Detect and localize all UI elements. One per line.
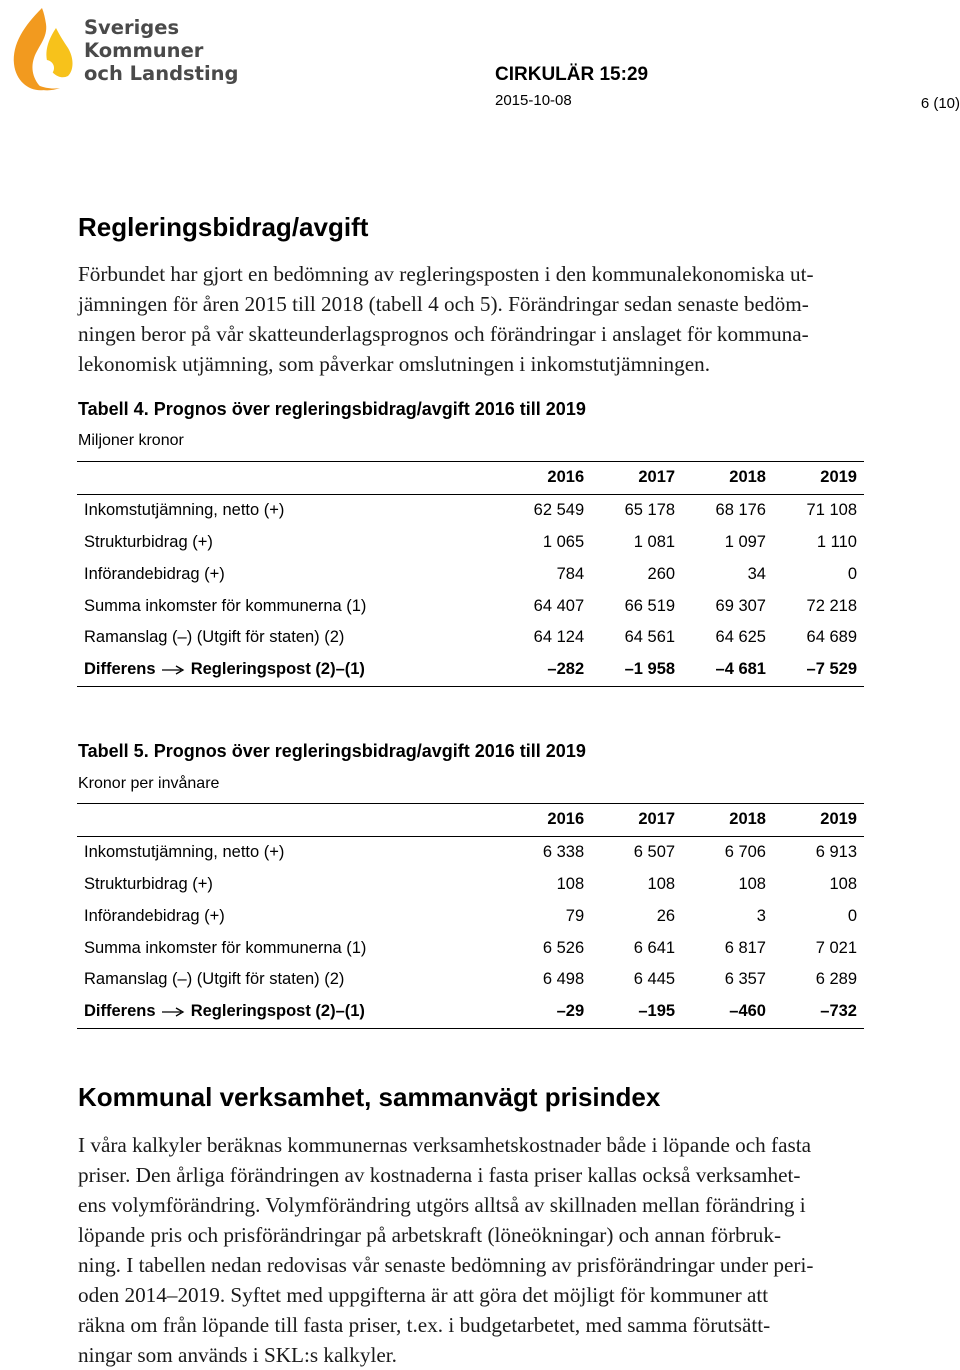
row-label: Ramanslag (–) (Utgift för staten) (2)	[84, 628, 345, 647]
cell-value: 66 519	[624, 596, 676, 615]
skl-flame-icon	[4, 4, 82, 96]
year-header: 2018	[675, 804, 766, 837]
circular-number: CIRKULÄR 15:29	[495, 64, 649, 85]
section-heading-regleringsbidrag: Regleringsbidrag/avgift	[78, 212, 369, 242]
cell-value: 6 357	[724, 970, 766, 989]
logo-line-1: Sveriges	[84, 16, 180, 39]
row-label: Strukturbidrag (+)	[84, 874, 213, 893]
cell-value: 1 110	[816, 532, 857, 551]
row-label: Summa inkomster för kommunerna (1)	[84, 596, 367, 615]
total-label	[77, 996, 493, 1028]
cell-value: 0	[847, 564, 857, 583]
cell-value: 62 549	[533, 501, 585, 520]
right-arrow-icon	[161, 664, 185, 676]
total-value: –1 958	[584, 654, 675, 686]
right-arrow-icon	[161, 1006, 185, 1018]
table-header-row	[77, 804, 864, 837]
year-header: 2016	[493, 804, 584, 837]
header-blank	[77, 462, 493, 495]
table-total-row	[77, 996, 864, 1028]
cell-value: 1 065	[542, 532, 585, 551]
cell-value: 64 407	[533, 596, 585, 615]
cell-value: 71 108	[806, 501, 857, 520]
cell-value: 6 706	[724, 843, 766, 862]
total-value: –282	[493, 654, 584, 686]
year-header: 2017	[584, 804, 675, 837]
cell-value: 64 561	[624, 628, 676, 647]
table-header-row	[77, 462, 864, 495]
logo-line-3: och Landsting	[84, 62, 239, 85]
table-row	[77, 558, 864, 590]
cell-value: 1 081	[633, 532, 676, 551]
row-label: Inkomstutjämning, netto (+)	[84, 501, 285, 520]
year-header: 2019	[766, 462, 864, 495]
cell-value: 72 218	[806, 596, 857, 615]
cell-value: 260	[647, 564, 676, 583]
skl-logo	[4, 4, 239, 96]
cell-value: 108	[556, 874, 585, 893]
table-row	[77, 494, 864, 526]
cell-value: 34	[747, 564, 766, 583]
cell-value: 6 817	[724, 938, 766, 957]
paragraph-line: Förbundet har gjort en bedömning av regleringsposten i den kommunalekonomiska ut-	[78, 262, 814, 286]
cell-value: 6 338	[542, 843, 585, 862]
table-row	[77, 932, 864, 964]
page-number: 6 (10)	[920, 95, 960, 112]
table-row	[77, 836, 864, 868]
section1-paragraph	[78, 259, 906, 379]
table-row	[77, 869, 864, 901]
table5-unit: Kronor per invånare	[78, 775, 220, 792]
total-value: –195	[584, 996, 675, 1028]
table5-caption: Tabell 5. Prognos över regleringsbidrag/avgift 2016 till 2019	[78, 741, 586, 761]
table-row	[77, 900, 864, 932]
table-total-row	[77, 654, 864, 686]
cell-value: 6 913	[815, 843, 857, 862]
paragraph-line: ningen beror på vår skatteunderlagsprognos och förändringar i anslaget för kommuna-	[78, 322, 809, 346]
cell-value: 1 097	[724, 532, 766, 551]
section-heading-prisindex: Kommunal verksamhet, sammanvägt prisindex	[78, 1082, 661, 1112]
row-label: Strukturbidrag (+)	[84, 532, 213, 551]
cell-value: 0	[847, 906, 857, 925]
table-row	[77, 527, 864, 559]
cell-value: 65 178	[624, 501, 676, 520]
total-value: –29	[493, 996, 584, 1028]
row-label: Införandebidrag (+)	[84, 564, 225, 583]
paragraph-line: lekonomisk utjämning, som påverkar omslutningen i inkomstutjämningen.	[78, 352, 711, 376]
paragraph-line: ens volymförändring. Volymförändring utgörs alltså av skillnaden mellan förändring i	[78, 1193, 806, 1217]
paragraph-line: priser. Den årliga förändringen av kostnaderna i fasta priser kallas också verksamhet-	[78, 1163, 801, 1187]
row-label: Ramanslag (–) (Utgift för staten) (2)	[84, 970, 345, 989]
table-row	[77, 964, 864, 996]
paragraph-line: oden 2014–2019. Syftet med uppgifterna är att göra det möjligt för kommuner att	[78, 1283, 769, 1307]
year-header: 2016	[493, 462, 584, 495]
cell-value: 64 625	[715, 628, 766, 647]
paragraph-line: jämningen för åren 2015 till 2018 (tabell 4 och 5). Förändringar sedan senaste bedöm-	[78, 292, 809, 316]
total-label	[77, 654, 493, 686]
total-label-b: Regleringspost (2)–(1)	[190, 1002, 365, 1021]
total-label-b: Regleringspost (2)–(1)	[190, 660, 365, 679]
row-label: Införandebidrag (+)	[84, 906, 225, 925]
table-row	[77, 622, 864, 654]
cell-value: 6 507	[633, 843, 676, 862]
paragraph-line: I våra kalkyler beräknas kommunernas verksamhetskostnader både i löpande och fasta	[78, 1133, 812, 1157]
total-value: –732	[766, 996, 864, 1028]
row-label: Summa inkomster för kommunerna (1)	[84, 938, 367, 957]
cell-value: 6 498	[542, 970, 585, 989]
cell-value: 26	[656, 906, 676, 925]
year-header: 2017	[584, 462, 675, 495]
total-value: –7 529	[766, 654, 864, 686]
table4-unit: Miljoner kronor	[78, 432, 184, 449]
year-header: 2019	[766, 804, 864, 837]
year-header: 2018	[675, 462, 766, 495]
cell-value: 64 689	[806, 628, 857, 647]
table-row	[77, 590, 864, 622]
circular-date: 2015-10-08	[495, 92, 572, 109]
total-value: –460	[675, 996, 766, 1028]
cell-value: 3	[756, 906, 766, 925]
cell-value: 6 289	[815, 970, 857, 989]
cell-value: 64 124	[533, 628, 585, 647]
cell-value: 108	[647, 874, 676, 893]
total-label-a: Differens	[84, 1002, 156, 1021]
paragraph-line: ningar som används i SKL:s kalkyler.	[78, 1343, 397, 1367]
paragraph-line: ning. I tabellen nedan redovisas vår senaste bedömning av prisförändringar under peri-	[78, 1253, 814, 1277]
cell-value: 6 526	[542, 938, 585, 957]
header-blank	[77, 804, 493, 837]
cell-value: 784	[556, 564, 585, 583]
cell-value: 108	[829, 874, 857, 893]
total-value: –4 681	[675, 654, 766, 686]
cell-value: 79	[565, 906, 585, 925]
table4-caption: Tabell 4. Prognos över regleringsbidrag/avgift 2016 till 2019	[78, 399, 586, 419]
cell-value: 6 445	[633, 970, 676, 989]
table5	[77, 803, 864, 1029]
cell-value: 7 021	[815, 938, 857, 957]
row-label: Inkomstutjämning, netto (+)	[84, 843, 285, 862]
table4	[77, 461, 864, 687]
total-label-a: Differens	[84, 660, 156, 679]
paragraph-line: räkna om från löpande till fasta priser, t.ex. i budgetarbetet, med samma förutsätt-	[78, 1313, 771, 1337]
paragraph-line: löpande pris och prisförändringar på arbetskraft (löneökningar) och annan förbruk-	[78, 1223, 782, 1247]
section2-paragraph	[78, 1130, 906, 1370]
logo-line-2: Kommuner	[84, 39, 204, 62]
cell-value: 108	[738, 874, 766, 893]
cell-value: 68 176	[715, 501, 766, 520]
cell-value: 69 307	[715, 596, 766, 615]
cell-value: 6 641	[633, 938, 676, 957]
